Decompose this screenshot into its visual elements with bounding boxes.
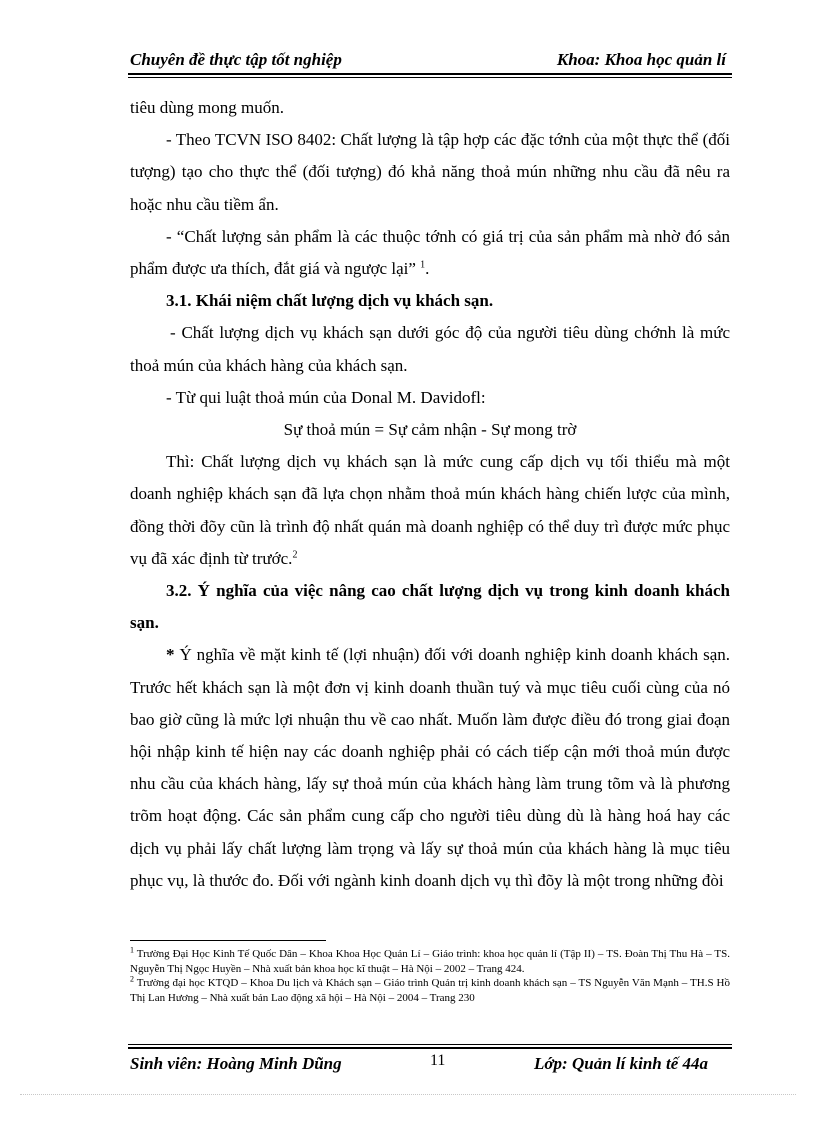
footnote-number: 2 (130, 974, 134, 984)
footnotes (130, 947, 730, 1005)
section-heading-3-2: 3.2. Ý nghĩa của việc nâng cao chất lượng dịch vụ trong kinh doanh khách sạn. (130, 581, 730, 633)
section-heading-3-1: 3.1. Khái niệm chất lượng dịch vụ khách sạn. (166, 291, 494, 311)
paragraph: - Theo TCVN ISO 8402: Chất lượng là tập hợp các đặc tớnh của một thực thể (đối tượng) tạo cho thực thể (đối tượng) đó khả năng thoả mún những nhu cầu đã nêu ra hoặc nhu cầu tiềm ẩn. (130, 130, 730, 214)
paragraph (130, 446, 730, 575)
paragraph-text: - “Chất lượng sản phẩm là các thuộc tớnh có giá trị của sản phẩm mà nhờ đó sản phẩm được ưa thích, đắt giá và ngược lại” (130, 226, 730, 279)
footer-student: Sinh viên: Hoàng Minh Dũng (130, 1054, 342, 1073)
footer-class: Lớp: Quản lí kinh tế 44a (534, 1054, 708, 1073)
page-footer (128, 1052, 732, 1080)
header-title: Chuyên đề thực tập tốt nghiệp (130, 50, 342, 69)
footnote-ref: 1 (420, 259, 426, 271)
footnote (130, 947, 730, 976)
footnote-ref: 2 (292, 549, 298, 561)
header-rule-thin (128, 77, 732, 78)
paragraph (130, 221, 730, 285)
header-rule-thick (128, 73, 732, 75)
page-edge-dotted (20, 1094, 796, 1095)
footnote (130, 976, 730, 1005)
page-number: 11 (430, 1052, 446, 1069)
paragraph: - Chất lượng dịch vụ khách sạn dưới góc độ của người tiêu dùng chớnh là mức thoả mún của khách hàng của khách sạn. (130, 323, 730, 375)
page-header (128, 50, 732, 74)
formula: Sự thoả mún = Sự cảm nhận - Sự mong trờ (283, 420, 577, 440)
paragraph-text: Thì: Chất lượng dịch vụ khách sạn là mức cung cấp dịch vụ tối thiểu mà một doanh nghiệp khách sạn đã lựa chọn nhằm thoả mún khách hàng chiến lược của mình, đồng thời đõy cũn là trình độ nhất quán mà doanh nghiệp có thể duy trì được mức phục vụ đã xác định từ trước. (130, 452, 730, 568)
paragraph-text: Ý nghĩa về mặt kinh tế (lợi nhuận) đối với doanh nghiệp kinh doanh khách sạn. Trước hết khách sạn là một đơn vị kinh doanh thuần tuý và mục tiêu cuối cùng của nó bao giờ cũng là mức lợi nhuận thu về cao nhất. Muốn làm được điều đó trong giai đoạn hội nhập kinh tế hiện nay các doanh nghiệp phải có cách tiếp cận mới thoả mún được nhu cầu của khách hàng, lấy sự thoả mún của khách hàng làm trung tõm và là phương trõm hoạt động. Các sản phẩm cung cấp cho người tiêu dùng dù là hàng hoá hay các dịch vụ phải lấy chất lượng làm trọng và lấy sự thoả mún của khách hàng là mục tiêu phục vụ, là thước đo. Đối với ngành kinh doanh dịch vụ thì đõy là một trong những đòi (130, 645, 730, 890)
footer-rule-thick (128, 1047, 732, 1049)
footer-rule-thin (128, 1044, 732, 1045)
header-faculty: Khoa: Khoa học quản lí (556, 50, 726, 69)
paragraph (130, 639, 730, 897)
footnote-text: Trường Đại Học Kinh Tế Quốc Dân – Khoa Khoa Học Quản Lí – Giáo trình: khoa học quản lí (Tập II) – TS. Đoàn Thị Thu Hà – TS. Nguyễn Thị Ngọc Huyền – Nhà xuất bản khoa học kĩ thuật – Hà Nội – 2002 – Trang 424. (130, 948, 730, 975)
paragraph: tiêu dùng mong muốn. (130, 98, 284, 117)
footnote-separator (130, 940, 326, 941)
footnote-number: 1 (130, 945, 134, 955)
page-body (130, 92, 730, 897)
footnote-text: Trường đại học KTQD – Khoa Du lịch và Khách sạn – Giáo trình Quản trị kinh doanh khách sạn – TS Nguyễn Văn Mạnh – TH.S Hồ Thị Lan Hương – Nhà xuất bản Lao động xã hội – Hà Nội – 2004 – Trang 230 (130, 977, 730, 1004)
paragraph: - Từ qui luật thoả mún của Donal M. Davidofl: (166, 387, 486, 407)
paragraph-end: . (425, 259, 430, 279)
bullet-star: * (166, 645, 175, 665)
